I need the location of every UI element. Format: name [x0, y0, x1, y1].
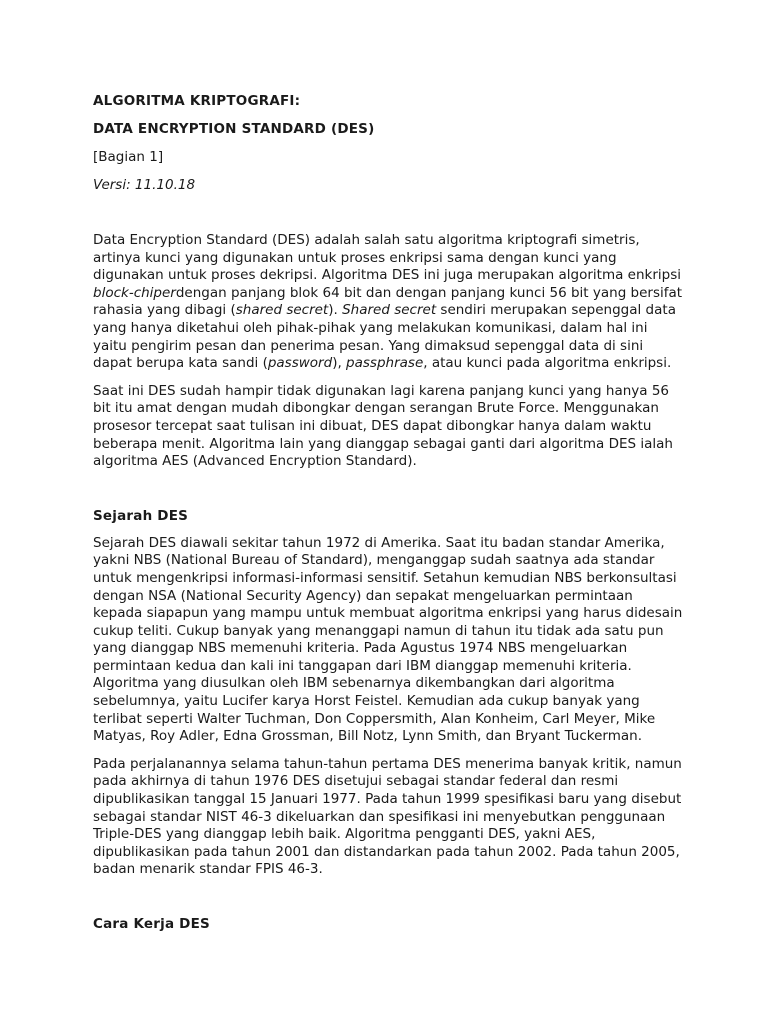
- text-run: , atau kunci pada algoritma enkripsi.: [423, 355, 672, 372]
- history-paragraph-1: Sejarah DES diawali sekitar tahun 1972 di Amerika. Saat itu badan standar Amerika, yakni NBS (National Bureau of Standard), menganggap sudah saatnya ada standar untuk mengenkripsi informasi-informasi sensitif. Setahun kemudian NBS berkonsultasi dengan NSA (National Security Agency) dan sepakat mengeluarkan permintaan kepada siapapun yang mampu untuk membuat algoritma enkripsi yang harus didesain cukup teliti. Cukup banyak yang menanggapi namun di tahun itu tidak ada satu pun yang dianggap NBS memenuhi kriteria. Pada Agustus 1974 NBS mengeluarkan permintaan kedua dan kali ini tanggapan dari IBM dianggap memenuhi kriteria. Algoritma yang diusulkan oleh IBM sebenarnya dikembangkan dari algoritma sebelumnya, yaitu Lucifer karya Horst Feistel. Kemudian ada cukup banyak yang terlibat seperti Walter Tuchman, Don Coppersmith, Alan Konheim, Carl Meyer, Mike Matyas, Roy Adler, Edna Grossman, Bill Notz, Lynn Smith, dan Bryant Tuckerman.: [93, 534, 683, 745]
- text-run-italic: Shared secret: [342, 302, 437, 319]
- spacer: [93, 204, 683, 232]
- document-part: [Bagian 1]: [93, 149, 164, 165]
- document-page: [93, 92, 683, 943]
- spacer: [93, 481, 683, 507]
- section-heading-how-it-works: Cara Kerja DES: [93, 916, 210, 932]
- intro-paragraph-1: [93, 232, 683, 373]
- text-run: ),: [332, 355, 347, 372]
- document-version: Versi: 11.10.18: [93, 177, 196, 193]
- text-run-italic: passphrase: [346, 355, 424, 372]
- text-run: sendiri merupakan sepenggal data yang hanya diketahui oleh pihak-pihak yang melakukan komunikasi, dalam hal ini yaitu pengirim pesan dan penerima pesan. Yang dimaksud sepenggal data di sini dapat berupa kata sandi (: [93, 302, 676, 372]
- text-run: ).: [328, 302, 343, 319]
- section-heading-history: Sejarah DES: [93, 507, 189, 524]
- text-run-italic: block-chiper: [93, 284, 176, 301]
- document-title: ALGORITMA KRIPTOGRAFI:: [93, 93, 301, 109]
- document-subtitle: DATA ENCRYPTION STANDARD (DES): [93, 121, 375, 137]
- text-run-italic: password: [267, 355, 333, 372]
- spacer: [93, 889, 683, 915]
- history-paragraph-2: Pada perjalanannya selama tahun-tahun pertama DES menerima banyak kritik, namun pada akhirnya di tahun 1976 DES disetujui sebagai standar federal dan resmi dipublikasikan tanggal 15 Januari 1977. Pada tahun 1999 spesifikasi baru yang disebut sebagai standar NIST 46-3 dikeluarkan dan spesifikasi ini menyebutkan penggunaan Triple-DES yang dianggap lebih baik. Algoritma pengganti DES, yakni AES, dipublikasikan pada tahun 2001 dan distandarkan pada tahun 2002. Pada tahun 2005, badan menarik standar FPIS 46-3.: [93, 755, 682, 878]
- text-run: Data Encryption Standard (DES) adalah salah satu algoritma kriptografi simetris, artinya kunci yang digunakan untuk proses enkripsi sama dengan kunci yang digunakan untuk proses dekripsi. Algoritma DES ini juga merupakan algoritma enkripsi: [93, 232, 682, 284]
- text-run-italic: shared secret: [235, 302, 329, 319]
- text-run: dengan panjang blok 64 bit dan dengan panjang kunci 56 bit yang bersifat rahasia yang dibagi (: [93, 284, 683, 319]
- intro-paragraph-2: Saat ini DES sudah hampir tidak digunakan lagi karena panjang kunci yang hanya 56 bit itu amat dengan mudah dibongkar dengan serangan Brute Force. Menggunakan prosesor tercepat saat tulisan ini dibuat, DES dapat dibongkar hanya dalam waktu beberapa menit. Algoritma lain yang dianggap sebagai ganti dari algoritma DES ialah algoritma AES (Advanced Encryption Standard).: [93, 382, 673, 470]
